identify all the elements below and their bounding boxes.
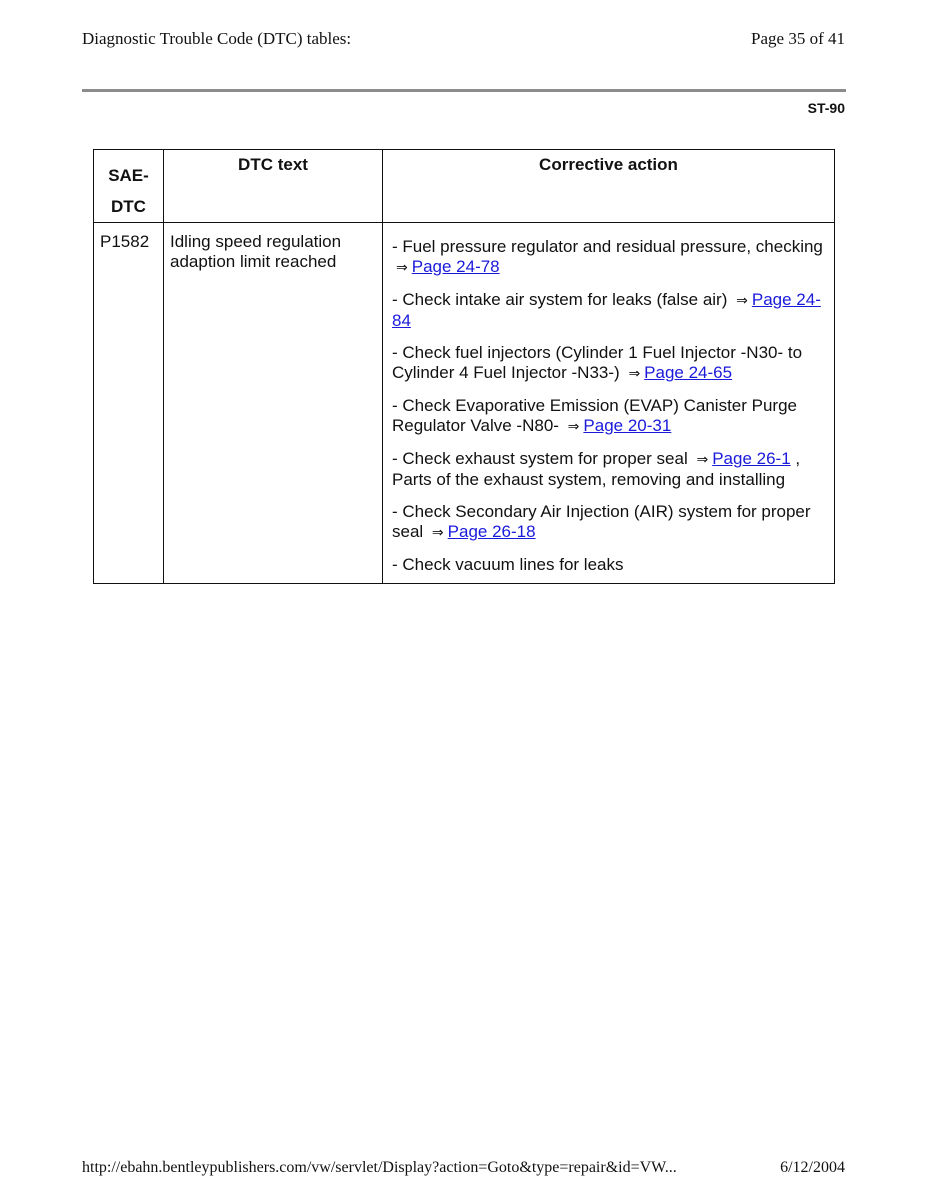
footer-url: http://ebahn.bentleypublishers.com/vw/servlet/Display?action=Goto&type=repair&id=VW...	[82, 1159, 677, 1176]
footer-date: 6/12/2004	[780, 1159, 845, 1176]
corrective-action-item	[392, 290, 826, 331]
corrective-action-item	[392, 237, 826, 278]
page-number: Page 35 of 41	[751, 29, 845, 48]
corrective-action-item	[392, 555, 826, 575]
action-text-suffix: , Parts of the exhaust system, removing and installing	[392, 449, 801, 489]
action-text: - Check vacuum lines for leaks	[392, 555, 624, 574]
header-divider	[82, 89, 846, 92]
action-text: - Check Secondary Air Injection (AIR) system for proper seal	[392, 502, 811, 541]
action-text: - Check intake air system for leaks (false air)	[392, 290, 728, 309]
dtc-code: P1582	[94, 223, 164, 584]
action-text: - Check fuel injectors (Cylinder 1 Fuel Injector -N30- to Cylinder 4 Fuel Injector -N33-)	[392, 343, 803, 382]
header-dtc-line: DTC	[111, 197, 146, 216]
document-title: Diagnostic Trouble Code (DTC) tables:	[82, 29, 352, 48]
corrective-action-item	[392, 396, 826, 437]
table-header-row	[94, 150, 835, 223]
page-link[interactable]: Page 26-1	[712, 449, 791, 468]
corrective-action-item	[392, 449, 826, 490]
arrow-right-icon: ⇒	[431, 525, 444, 541]
page-link[interactable]: Page 24-78	[411, 257, 500, 276]
table-row	[94, 223, 835, 584]
action-text: - Check Evaporative Emission (EVAP) Canister Purge Regulator Valve -N80-	[392, 396, 798, 435]
arrow-right-icon: ⇒	[567, 419, 580, 435]
corrective-action-item	[392, 343, 826, 384]
arrow-right-icon: ⇒	[696, 452, 709, 468]
header-dtc-text: DTC text	[164, 150, 383, 223]
action-text: - Fuel pressure regulator and residual pressure, checking	[392, 237, 823, 256]
dtc-table	[93, 149, 835, 584]
arrow-right-icon: ⇒	[628, 366, 641, 382]
page-link[interactable]: Page 24-65	[644, 363, 733, 382]
page-link[interactable]: Page 24-84	[392, 290, 821, 330]
corrective-actions	[383, 223, 835, 584]
header-corrective-action: Corrective action	[383, 150, 835, 223]
corrective-action-item	[392, 502, 826, 543]
section-code: ST-90	[807, 100, 845, 116]
page-link[interactable]: Page 20-31	[583, 416, 672, 435]
arrow-right-icon: ⇒	[736, 293, 748, 309]
header-sae-dtc	[94, 150, 164, 223]
arrow-right-icon: ⇒	[396, 260, 408, 276]
action-text: - Check exhaust system for proper seal	[392, 449, 688, 468]
header-sae-line: SAE-	[108, 166, 149, 185]
page-link[interactable]: Page 26-18	[447, 522, 536, 541]
dtc-text: Idling speed regulation adaption limit reached	[164, 223, 383, 584]
